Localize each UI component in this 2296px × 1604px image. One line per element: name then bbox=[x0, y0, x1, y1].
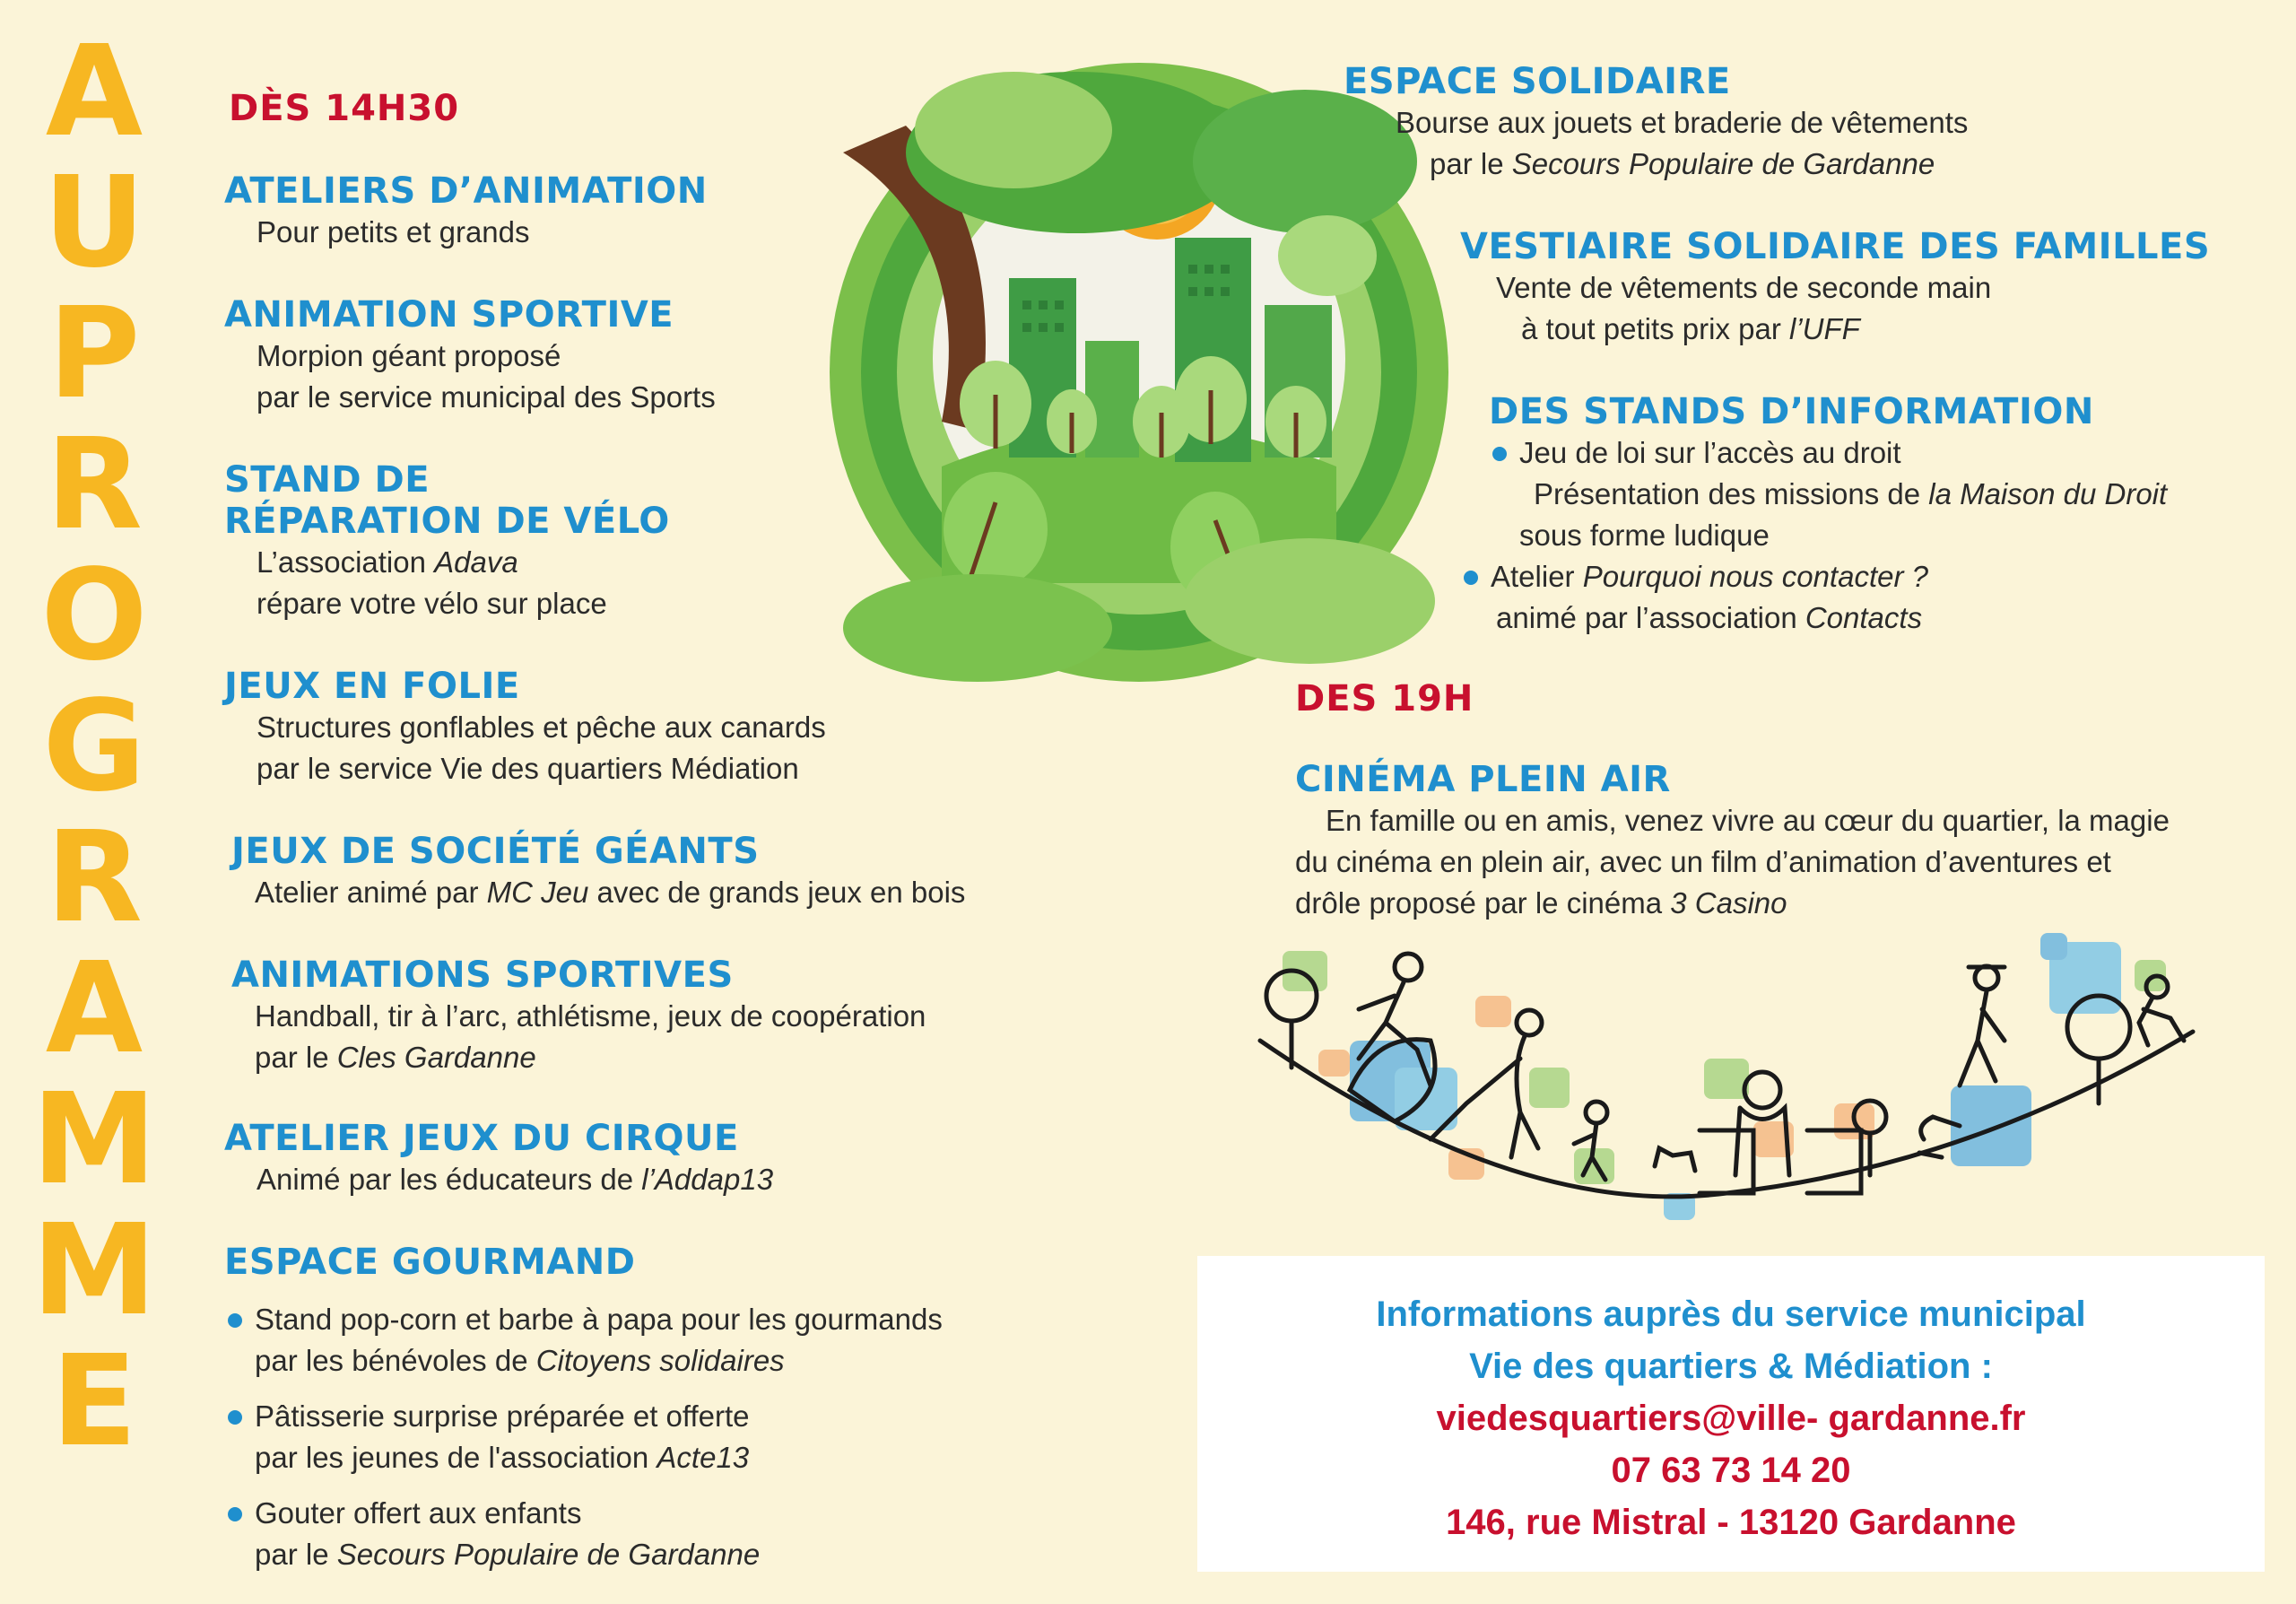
section-text: Pour petits et grands bbox=[257, 215, 530, 248]
section-text: répare votre vélo sur place bbox=[257, 587, 607, 620]
section-animations-sportives bbox=[231, 955, 926, 1078]
list-item: Pâtisserie surprise préparée et offerte par les jeunes de l'association Acte13 bbox=[224, 1396, 943, 1478]
vertical-title bbox=[27, 19, 161, 1475]
section-text: par le Cles Gardanne bbox=[255, 1041, 536, 1074]
section-text: Atelier animé par MC Jeu avec de grands jeux en bois bbox=[255, 876, 966, 909]
time-evening: DES 19H bbox=[1295, 678, 1474, 719]
section-title: ATELIERS D’ANIMATION bbox=[224, 170, 708, 212]
title-letter: O bbox=[40, 543, 148, 689]
bullet-icon bbox=[1464, 571, 1478, 585]
title-letter: U bbox=[43, 150, 145, 296]
title-letter: M bbox=[31, 1067, 157, 1213]
bullet-icon bbox=[228, 1313, 242, 1328]
title-letter: P bbox=[48, 281, 141, 427]
section-text: Animé par les éducateurs de l’Addap13 bbox=[257, 1163, 774, 1196]
list-item: Atelier Pourquoi nous contacter ? animé par l’association Contacts bbox=[1460, 556, 2167, 639]
section-text: par le service municipal des Sports bbox=[257, 380, 716, 414]
info-line: Vie des quartiers & Médiation : bbox=[1469, 1347, 1993, 1386]
section-text: drôle proposé par le cinéma 3 Casino bbox=[1295, 886, 1787, 920]
time-afternoon: DÈS 14H30 bbox=[229, 88, 460, 129]
section-title: ATELIER JEUX DU CIRQUE bbox=[224, 1118, 739, 1159]
section-text: Morpion géant proposé bbox=[257, 339, 561, 372]
section-title: ANIMATIONS SPORTIVES bbox=[231, 955, 734, 996]
bullet-icon bbox=[228, 1507, 242, 1521]
section-text: par le service Vie des quartiers Médiation bbox=[257, 752, 799, 785]
list-item: Gouter offert aux enfants par le Secours Populaire de Gardanne bbox=[224, 1493, 943, 1575]
section-vestiaire bbox=[1460, 226, 2210, 350]
section-text: Structures gonflables et pêche aux canards bbox=[257, 710, 826, 744]
section-cirque bbox=[224, 1118, 773, 1200]
bullet-icon bbox=[1492, 447, 1507, 461]
section-title: DES STANDS D’INFORMATION bbox=[1489, 391, 2094, 432]
section-text: par le Secours Populaire de Gardanne bbox=[1430, 147, 1935, 180]
section-title: STAND DE bbox=[224, 459, 430, 501]
section-text: Handball, tir à l’arc, athlétisme, jeux de coopération bbox=[255, 999, 926, 1033]
section-velo bbox=[224, 459, 670, 624]
address: 146, rue Mistral - 13120 Gardanne bbox=[1446, 1503, 2016, 1542]
section-espace-solidaire bbox=[1344, 61, 1968, 185]
section-title: ESPACE GOURMAND bbox=[224, 1242, 636, 1283]
title-letter: R bbox=[46, 805, 143, 951]
section-text: Vente de vêtements de seconde main bbox=[1496, 271, 1992, 304]
section-ateliers bbox=[224, 170, 708, 253]
section-stands-information bbox=[1489, 391, 2167, 639]
section-title: JEUX EN FOLIE bbox=[224, 666, 520, 707]
section-title: RÉPARATION DE VÉLO bbox=[224, 501, 670, 542]
section-text: du cinéma en plein air, avec un film d’animation d’aventures et bbox=[1295, 845, 2111, 878]
section-text: L’association Adava bbox=[257, 545, 518, 579]
list-item: Jeu de loi sur l’accès au droit Présentation des missions de la Maison du Droit sous forme ludique bbox=[1489, 432, 2167, 556]
title-letter: A bbox=[45, 936, 144, 1082]
section-title: CINÉMA PLEIN AIR bbox=[1295, 759, 1671, 800]
email-link[interactable]: viedesquartiers@ville- gardanne.fr bbox=[1436, 1399, 2026, 1438]
title-letter: R bbox=[46, 412, 143, 558]
section-sportive bbox=[224, 294, 716, 418]
info-box bbox=[1197, 1256, 2265, 1572]
section-title: JEUX DE SOCIÉTÉ GÉANTS bbox=[231, 831, 760, 872]
section-text: En famille ou en amis, venez vivre au cœur du quartier, la magie bbox=[1326, 804, 2170, 837]
people-outdoor-line-art-icon bbox=[1251, 924, 2202, 1238]
info-line: Informations auprès du service municipal bbox=[1376, 1295, 2086, 1334]
section-jeux-societe bbox=[231, 831, 965, 913]
section-title: ANIMATION SPORTIVE bbox=[224, 294, 674, 336]
list-item: Stand pop-corn et barbe à papa pour les gourmands par les bénévoles de Citoyens solidaires bbox=[224, 1299, 943, 1382]
section-text: Bourse aux jouets et braderie de vêtements bbox=[1396, 106, 1969, 139]
section-title: VESTIAIRE SOLIDAIRE DES FAMILLES bbox=[1460, 226, 2211, 267]
title-letter: G bbox=[42, 674, 146, 820]
section-jeux-folie bbox=[224, 666, 826, 789]
section-gourmand bbox=[224, 1242, 943, 1575]
title-letter: A bbox=[45, 19, 144, 165]
section-cinema bbox=[1295, 759, 2170, 924]
section-title: ESPACE SOLIDAIRE bbox=[1344, 61, 1731, 102]
title-letter: M bbox=[31, 1198, 157, 1344]
bullet-icon bbox=[228, 1410, 242, 1425]
section-text: à tout petits prix par l’UFF bbox=[1521, 312, 1860, 345]
title-letter: E bbox=[51, 1329, 137, 1475]
phone-number[interactable]: 07 63 73 14 20 bbox=[1611, 1451, 1851, 1490]
